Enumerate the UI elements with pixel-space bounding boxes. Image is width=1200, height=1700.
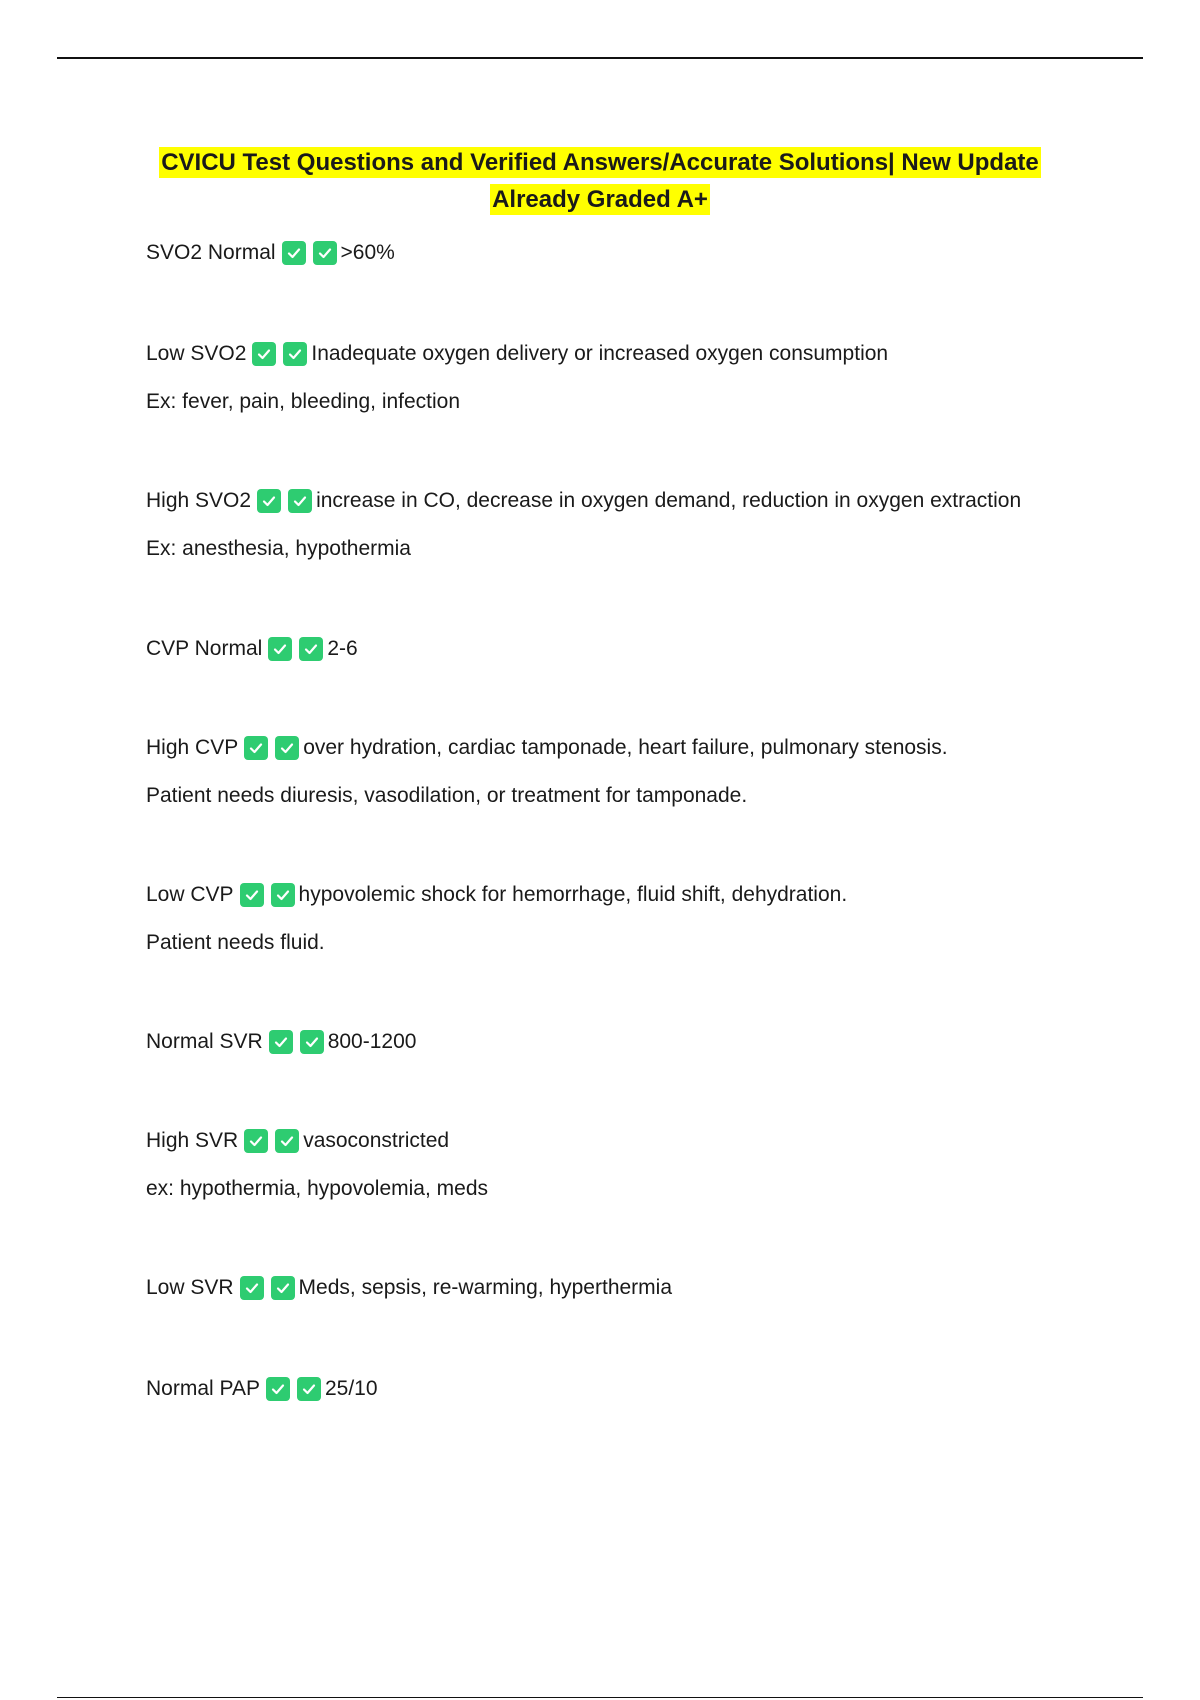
term: Low SVO2 (146, 342, 247, 365)
check-mark-icon (244, 736, 268, 760)
qa-item-low-svr (146, 1273, 1146, 1303)
title-line-2: Already Graded A+ (492, 186, 708, 213)
check-mark-icon (266, 1377, 290, 1401)
qa-item-cvp-normal (146, 634, 1146, 664)
answer: 800-1200 (327, 1030, 417, 1053)
qa-line (146, 733, 1146, 763)
term: Low SVR (146, 1276, 234, 1299)
qa-item-high-cvp (146, 733, 1146, 811)
check-mark-icon (275, 736, 299, 760)
title-line-1: CVICU Test Questions and Verified Answers/Accurate Solutions| New Update (161, 149, 1039, 176)
check-mark-icon (252, 342, 276, 366)
note: Ex: fever, pain, bleeding, infection (146, 390, 461, 413)
check-mark-icon (240, 883, 264, 907)
footer-rule (57, 1697, 1143, 1698)
answer: Inadequate oxygen delivery or increased oxygen consumption (311, 342, 889, 365)
qa-item-low-svo2 (146, 339, 1146, 417)
check-mark-icon (282, 241, 306, 265)
term: Normal SVR (146, 1030, 263, 1053)
qa-line (146, 634, 1146, 664)
document-title (100, 144, 1100, 218)
qa-line (146, 339, 1146, 369)
check-mark-icon (271, 883, 295, 907)
note: Patient needs fluid. (146, 931, 325, 954)
qa-item-low-cvp (146, 880, 1146, 958)
check-mark-icon (244, 1129, 268, 1153)
check-mark-icon (275, 1129, 299, 1153)
check-mark-icon (297, 1377, 321, 1401)
qa-item-high-svo2 (146, 486, 1146, 564)
answer: vasoconstricted (303, 1129, 450, 1152)
answer: over hydration, cardiac tamponade, heart failure, pulmonary stenosis. (303, 736, 948, 759)
term: Normal PAP (146, 1377, 260, 1400)
check-mark-icon (269, 1030, 293, 1054)
qa-line (146, 1374, 1146, 1404)
qa-line (146, 1027, 1146, 1057)
check-mark-icon (299, 637, 323, 661)
answer: increase in CO, decrease in oxygen demand, reduction in oxygen extraction (316, 489, 1022, 512)
check-mark-icon (268, 637, 292, 661)
qa-item-high-svr (146, 1126, 1146, 1204)
qa-line (146, 486, 1146, 516)
qa-line (146, 238, 1146, 268)
qa-item-normal-svr (146, 1027, 1146, 1057)
check-mark-icon (300, 1030, 324, 1054)
term: High SVR (146, 1129, 239, 1152)
answer: 25/10 (324, 1377, 378, 1400)
check-mark-icon (240, 1276, 264, 1300)
qa-item-normal-pap (146, 1374, 1146, 1404)
term: High CVP (146, 736, 239, 759)
answer: Meds, sepsis, re-warming, hyperthermia (298, 1276, 673, 1299)
check-mark-icon (283, 342, 307, 366)
check-mark-icon (271, 1276, 295, 1300)
term: CVP Normal (146, 637, 263, 660)
header-rule (57, 57, 1143, 59)
answer: hypovolemic shock for hemorrhage, fluid shift, dehydration. (298, 883, 848, 906)
term: SVO2 Normal (146, 241, 276, 264)
check-mark-icon (257, 489, 281, 513)
term: High SVO2 (146, 489, 252, 512)
note: Patient needs diuresis, vasodilation, or treatment for tamponade. (146, 784, 748, 807)
qa-line (146, 880, 1146, 910)
answer: 2-6 (327, 637, 358, 660)
answer: >60% (340, 241, 395, 264)
note: ex: hypothermia, hypovolemia, meds (146, 1177, 488, 1200)
note: Ex: anesthesia, hypothermia (146, 537, 411, 560)
qa-line (146, 1273, 1146, 1303)
term: Low CVP (146, 883, 234, 906)
check-mark-icon (313, 241, 337, 265)
qa-line (146, 1126, 1146, 1156)
check-mark-icon (288, 489, 312, 513)
qa-item-svo2-normal (146, 238, 1146, 268)
